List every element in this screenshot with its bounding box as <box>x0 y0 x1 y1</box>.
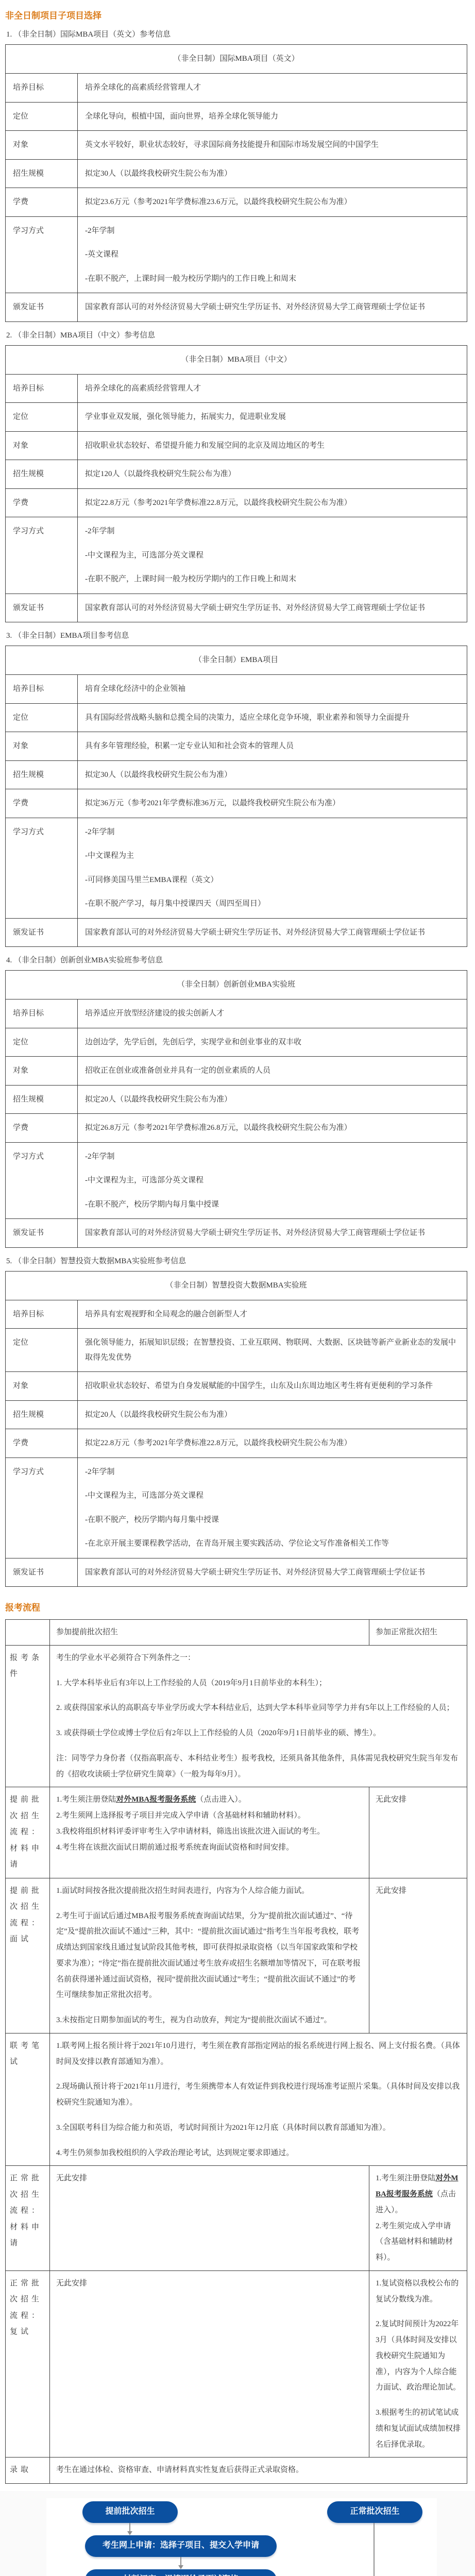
row-value <box>78 374 467 403</box>
row-label: 学费 <box>6 1429 78 1458</box>
table-row-exam <box>6 2033 467 2166</box>
apply-process-table <box>5 1619 467 2484</box>
table-row <box>6 1558 467 1587</box>
row-value <box>78 1057 467 1086</box>
table-row <box>6 703 467 732</box>
text-line: -2年学制 <box>85 1152 115 1161</box>
row-label: 培养目标 <box>6 1300 78 1329</box>
row-value <box>78 188 467 217</box>
row-label: 学习方式 <box>6 216 78 293</box>
text-line: 培育全球化经济中的企业领袖 <box>85 685 186 693</box>
row-value <box>78 675 467 704</box>
row-value <box>78 594 467 622</box>
row-value <box>78 293 467 322</box>
table-title-row <box>6 45 467 74</box>
text-line: 边创边学，先学后创，先创后学，实现学业和创业事业的双丰收 <box>85 1038 302 1046</box>
row-label: 录取 <box>6 2458 50 2484</box>
row-value-lines <box>56 1808 363 1855</box>
empty-cell <box>6 1620 50 1646</box>
text-line: 招收正在创业或准备创业并具有一定的创业素质的人员 <box>85 1066 271 1075</box>
row-value <box>78 1114 467 1143</box>
row-label: 学费 <box>6 488 78 517</box>
row-value <box>78 1429 467 1458</box>
text-line: -中文课程为主，可选部分英文课程 <box>85 1176 203 1184</box>
row-value <box>78 732 467 761</box>
row-value <box>78 1458 467 1558</box>
row-label: 定位 <box>6 403 78 432</box>
text-line: -英文课程 <box>85 250 118 259</box>
text-line: 拟定20人（以最终我校研究生院公布为准） <box>85 1095 232 1104</box>
page-title: 非全日制项目子项目选择 <box>5 11 101 21</box>
text-line: -可同修美国马里兰EMBA课程（英文） <box>85 875 218 884</box>
program-3-heading: 3. （非全日制）EMBA项目参考信息 <box>6 632 129 640</box>
table-title: （非全日制）EMBA项目 <box>6 646 467 675</box>
row-label: 招生规模 <box>6 1085 78 1114</box>
text-line: 英文水平较好，职业状态较好，寻求国际商务技能提升和国际市场发展空间的中国学生 <box>85 141 379 149</box>
text-line: 1.联考网上报名预计将于2021年10月进行，考生须在教育部指定网站的报名系统进行网上报名、网上支付报名费。（具体时间及安排以教育部通知为准）。 <box>56 2041 460 2066</box>
table-title-row <box>6 1271 467 1300</box>
row-value <box>50 2033 467 2166</box>
table-row-normal-material <box>6 2166 467 2271</box>
row-value <box>50 1878 369 2033</box>
mba-apply-system-link[interactable]: 对外MBA报考服务系统 <box>376 2174 459 2198</box>
row-label: 颁发证书 <box>6 1558 78 1587</box>
text-line: 考生在通过体检、资格审查、申请材料真实性复查后获得正式录取资格。 <box>56 2466 304 2475</box>
row-value <box>50 1645 467 1787</box>
row-label: 学习方式 <box>6 1142 78 1219</box>
program-4-heading: 4. （非全日制）创新创业MBA实验班参考信息 <box>6 956 163 964</box>
row-value <box>78 1219 467 1248</box>
text-line: 拟定20人（以最终我校研究生院公布为准） <box>85 1410 232 1419</box>
text-line: 招收职业状态较好、希望为自身发展赋能的中国学生，山东及山东周边地区考生将有更便利的学习条件 <box>85 1382 433 1390</box>
row-label: 学习方式 <box>6 517 78 594</box>
text-line: 拟定22.8万元（参考2021年学费标准22.8万元，以最终我校研究生院公布为准） <box>85 1439 352 1447</box>
table-row <box>6 74 467 103</box>
table-row <box>6 1372 467 1401</box>
program-5-table <box>5 1271 467 1587</box>
text-line: 具有多年管理经验，积累一定专业认知和社会资本的管理人员 <box>85 742 294 750</box>
table-row <box>6 188 467 217</box>
row-label: 对象 <box>6 131 78 160</box>
row-value <box>78 818 467 918</box>
row-label: 定位 <box>6 1028 78 1057</box>
row-label: 定位 <box>6 1329 78 1372</box>
row-label: 颁发证书 <box>6 594 78 622</box>
table-row <box>6 293 467 322</box>
table-row <box>6 102 467 131</box>
text-line: 培养全球化的高素质经营管理人才 <box>85 83 201 92</box>
table-title-row <box>6 971 467 999</box>
row-value <box>78 789 467 818</box>
column-header-normal-batch: 参加正常批次招生 <box>369 1620 467 1646</box>
row-label: 学费 <box>6 789 78 818</box>
text-line: 2.考生须完成入学申请（含基础材料和辅助材料）。 <box>376 2222 453 2262</box>
table-row <box>6 1085 467 1114</box>
row-value <box>78 102 467 131</box>
row-value <box>78 488 467 517</box>
line-with-link <box>376 2171 461 2218</box>
text-line: -在职不脱产，上课时间一般为校历学期内的工作日晚上和周末 <box>85 274 296 283</box>
row-value <box>78 1329 467 1372</box>
text-line: -在职不脱产，上课时间一般为校历学期内的工作日晚上和周末 <box>85 575 296 583</box>
text-line: -2年学制 <box>85 827 115 836</box>
table-row <box>6 594 467 622</box>
link-prefix: 1.考生须注册登陆 <box>56 1795 116 1804</box>
row-label: 提前批次招生流程：材料申请 <box>6 1787 50 1878</box>
row-label: 招生规模 <box>6 159 78 188</box>
row-value <box>78 403 467 432</box>
text-line: 2.考生可于面试后通过MBA报考服务系统查询面试结果，分为“提前批次面试通过”、“待定”及“提前批次面试不通过”三种，其中：“提前批次面试通过”指考生当年报考我校，联考成绩达到国家线且通过复试阶段其他考核，即可获得拟录取资格（以当年国家政策和学校要求为准）；“待定”指在提前批次面试通过考生放弃或招生名额增加等情况下，可在联考报名前获得递补通过面试资格，视同“提前批次面试通过”考生；“提前批次面试不通过”的考生可继续参加正常批次招考。 <box>56 1911 361 1999</box>
row-label: 定位 <box>6 102 78 131</box>
mba-apply-system-link[interactable]: 对外MBA报考服务系统 <box>116 1795 196 1804</box>
program-1-heading: 1. （非全日制）国际MBA项目（英文）参考信息 <box>6 30 171 39</box>
flowchart <box>46 2498 437 2576</box>
table-row <box>6 1114 467 1143</box>
no-arrangement-cell: 无此安排 <box>369 1787 467 1878</box>
column-header-pre-batch: 参加提前批次招生 <box>50 1620 369 1646</box>
table-row <box>6 732 467 761</box>
row-value <box>78 460 467 489</box>
row-label: 对象 <box>6 431 78 460</box>
row-label: 报考条件 <box>6 1645 50 1787</box>
text-line: 3.我校将组织材料评委评审考生入学申请材料，筛选出该批次进入面试的考生。 <box>56 1827 325 1836</box>
apply-process-title: 报考流程 <box>5 1603 40 1613</box>
table-row <box>6 1400 467 1429</box>
table-row <box>6 1429 467 1458</box>
text-line: 2.考生须网上选择报考子项目并完成入学申请（含基础材料和辅助材料）。 <box>56 1811 306 1820</box>
link-suffix: （点击进入）。 <box>196 1795 246 1804</box>
text-line: 国家教育部认可的对外经济贸易大学硕士研究生学历证书、对外经济贸易大学工商管理硕士学位证书 <box>85 1568 426 1577</box>
text-line: 1. 大学本科毕业后有3年以上工作经验的人员（2019年9月1日前毕业的本科生）； <box>56 1679 327 1687</box>
text-line: 1.面试时间按各批次提前批次招生时间表进行，内容为个人综合能力面试。 <box>56 1886 310 1895</box>
table-row <box>6 918 467 947</box>
link-prefix: 1.考生须注册登陆 <box>376 2174 436 2183</box>
text-line: 3. 或获得硕士学位或博士学位后有2年以上工作经验的人员（2020年9月1日前毕业的硕、博生）。 <box>56 1729 381 1737</box>
flow-node-material-review <box>85 2569 277 2576</box>
row-value <box>78 131 467 160</box>
table-row <box>6 460 467 489</box>
table-row <box>6 760 467 789</box>
table-row-admission <box>6 2458 467 2484</box>
row-label: 对象 <box>6 1057 78 1086</box>
flow-node-normal-batch: 正常批次招生 <box>327 2501 422 2523</box>
table-row <box>6 131 467 160</box>
program-4-table <box>5 970 467 1248</box>
table-title-row <box>6 646 467 675</box>
text-line: -在职不脱产，校历学期内每月集中授课 <box>85 1515 219 1524</box>
row-value <box>78 159 467 188</box>
text-line: 国家教育部认可的对外经济贸易大学硕士研究生学历证书、对外经济贸易大学工商管理硕士学位证书 <box>85 1229 426 1237</box>
row-label: 联考笔试 <box>6 2033 50 2166</box>
row-label: 学习方式 <box>6 1458 78 1558</box>
no-arrangement-cell: 无此安排 <box>50 2270 369 2458</box>
table-row <box>6 999 467 1028</box>
table-row <box>6 675 467 704</box>
link-suffix: （点击进入）。 <box>376 2190 456 2214</box>
program-2-heading: 2. （非全日制）MBA项目（中文）参考信息 <box>6 331 156 340</box>
row-label: 提前批次招生流程：面试 <box>6 1878 50 2033</box>
row-label: 招生规模 <box>6 760 78 789</box>
table-row <box>6 403 467 432</box>
table-row <box>6 216 467 293</box>
table-row <box>6 374 467 403</box>
text-line: 考生的学业水平必须符合下列条件之一： <box>56 1653 196 1662</box>
text-line: 培养全球化的高素质经营管理人才 <box>85 384 201 393</box>
text-line: 培养具有宏观视野和全局观念的融合创新型人才 <box>85 1310 248 1318</box>
text-line: -在职不脱产，校历学期内每月集中授课 <box>85 1200 219 1209</box>
row-label: 对象 <box>6 732 78 761</box>
text-line: 拟定36万元（参考2021年学费标准36万元，以最终我校研究生院公布为准） <box>85 799 341 807</box>
row-label: 正常批次招生流程：复试 <box>6 2270 50 2458</box>
row-value <box>78 703 467 732</box>
program-5-heading: 5. （非全日制）智慧投资大数据MBA实验班参考信息 <box>6 1257 186 1265</box>
row-value <box>78 1400 467 1429</box>
row-value <box>78 760 467 789</box>
no-arrangement-cell: 无此安排 <box>50 2166 369 2271</box>
text-line: 招收职业状态较好、希望提升能力和发展空间的北京及周边地区的考生 <box>85 441 325 450</box>
row-value <box>78 1558 467 1587</box>
row-label: 学习方式 <box>6 818 78 918</box>
table-row <box>6 159 467 188</box>
row-label: 招生规模 <box>6 460 78 489</box>
row-label: 培养目标 <box>6 999 78 1028</box>
text-line: 强化领导能力，拓展知识层级；在智慧投资、工业互联网、物联网、大数据、区块链等新产业新业态的发展中取得先发优势 <box>85 1338 456 1362</box>
row-value <box>50 2458 467 2484</box>
text-line: 1.复试资格以我校公布的复试分数线为准。 <box>376 2279 459 2303</box>
text-line: 2.复试时间预计为2022年3月（具体时间及安排以我校研究生院通知为准），内容为个人综合能力面试、政治理论加试。 <box>376 2320 461 2392</box>
table-row-normal-retest <box>6 2270 467 2458</box>
row-label: 对象 <box>6 1372 78 1401</box>
table-title-row <box>6 345 467 374</box>
row-value-lines <box>376 2218 461 2266</box>
row-value <box>78 999 467 1028</box>
text-line: 具有国际经营战略头脑和总揽全局的决策力，适应全球化竞争环境，职业素养和领导力全面提升 <box>85 713 410 722</box>
text-line: 全球化导向，根植中国，面向世界，培养全球化领导能力 <box>85 112 279 121</box>
table-row <box>6 1329 467 1372</box>
text-line: -2年学制 <box>85 527 115 535</box>
text-line: -中文课程为主 <box>85 852 134 860</box>
row-value <box>78 1028 467 1057</box>
row-value <box>78 517 467 594</box>
table-row-pre-interview <box>6 1878 467 2033</box>
row-value <box>78 1142 467 1219</box>
row-label: 学费 <box>6 188 78 217</box>
text-line: 拟定30人（以最终我校研究生院公布为准） <box>85 169 232 178</box>
row-label: 颁发证书 <box>6 293 78 322</box>
table-row <box>6 818 467 918</box>
table-row-pre-material <box>6 1787 467 1878</box>
text-line: 学业事业双发展，强化领导能力，拓展实力，促进职业发展 <box>85 413 286 421</box>
no-arrangement-cell: 无此安排 <box>369 1878 467 2033</box>
text-line: 拟定22.8万元（参考2021年学费标准22.8万元，以最终我校研究生院公布为准） <box>85 498 352 507</box>
row-label: 定位 <box>6 703 78 732</box>
row-label: 培养目标 <box>6 74 78 103</box>
text-line: 2. 或获得国家承认的高职高专毕业学历或大学本科结业后，达到大学本科毕业同等学力并有5年以上工作经验的人员； <box>56 1704 454 1713</box>
line-with-link <box>56 1792 363 1808</box>
text-line: 4.考生仍须参加我校组织的入学政治理论考试，达到规定要求即通过。 <box>56 2148 294 2157</box>
flow-node-online-apply-1: 考生网上申请：选择子项目、提交入学申请 <box>85 2535 277 2557</box>
text-line: 拟定30人（以最终我校研究生院公布为准） <box>85 770 232 779</box>
program-1-table <box>5 44 467 322</box>
program-3-table <box>5 646 467 947</box>
text-line: -中文课程为主，可选部分英文课程 <box>85 551 203 560</box>
text-line: 3.根据考生的初试笔试成绩和复试面试成绩加权排名后择优录取。 <box>376 2409 461 2449</box>
text-line: -2年学制 <box>85 1467 115 1476</box>
row-value <box>78 431 467 460</box>
row-value <box>369 2270 467 2458</box>
text-line: -2年学制 <box>85 226 115 235</box>
table-title: （非全日制）智慧投资大数据MBA实验班 <box>6 1271 467 1300</box>
text-line: 国家教育部认可的对外经济贸易大学硕士研究生学历证书、对外经济贸易大学工商管理硕士学位证书 <box>85 603 426 612</box>
table-header-row <box>6 1620 467 1646</box>
row-label: 颁发证书 <box>6 918 78 947</box>
row-value <box>78 216 467 293</box>
row-label: 学费 <box>6 1114 78 1143</box>
table-row <box>6 1057 467 1086</box>
row-label: 招生规模 <box>6 1400 78 1429</box>
flowchart-section <box>0 2491 475 2576</box>
row-label: 正常批次招生流程：材料申请 <box>6 2166 50 2271</box>
text-line: 2.现场确认预计将于2021年11月进行，考生须携带本人有效证件到我校进行现场准考证照片采集。（具体时间及安排以我校研究生院通知为准）。 <box>56 2082 460 2107</box>
row-value <box>50 1787 369 1878</box>
row-value <box>78 1085 467 1114</box>
table-row <box>6 1219 467 1248</box>
text-line: 3.未按指定日期参加面试的考生，视为自动放弃，判定为“提前批次面试不通过”。 <box>56 2016 332 2024</box>
text-line: 国家教育部认可的对外经济贸易大学硕士研究生学历证书、对外经济贸易大学工商管理硕士学位证书 <box>85 928 426 937</box>
arrow-down <box>129 2523 130 2532</box>
table-row <box>6 1300 467 1329</box>
arrow-down <box>180 2557 181 2566</box>
table-row <box>6 1142 467 1219</box>
text-line: 拟定23.6万元（参考2021年学费标准23.6万元，以最终我校研究生院公布为准） <box>85 198 352 206</box>
arrow-down-long <box>374 2523 375 2576</box>
text-line: 4.考生将在该批次面试日期前通过报考系统查询面试资格和时间安排。 <box>56 1843 294 1852</box>
text-line: 拟定26.8万元（参考2021年学费标准26.8万元，以最终我校研究生院公布为准） <box>85 1124 352 1132</box>
text-line: -在北京开展主要课程教学活动，在青岛开展主要实践活动、学位论文写作准备相关工作等 <box>85 1539 389 1548</box>
table-title: （非全日制）MBA项目（中文） <box>6 345 467 374</box>
flow-node-early-batch: 提前批次招生 <box>82 2501 178 2523</box>
row-value <box>78 1372 467 1401</box>
table-title: （非全日制）国际MBA项目（英文） <box>6 45 467 74</box>
program-2-table <box>5 345 467 623</box>
text-line: 注：同等学力身份者（仅指高职高专、本科结业考生）报考我校，还须具备其他条件，具体需见我校研究生院当年发布的《招收攻读硕士学位研究生简章》（一般为每年9月）。 <box>56 1754 459 1778</box>
row-value <box>78 74 467 103</box>
table-row <box>6 488 467 517</box>
row-label: 颁发证书 <box>6 1219 78 1248</box>
row-label: 培养目标 <box>6 374 78 403</box>
text-line: -在职不脱产学习，每月集中授课四天（周四至周日） <box>85 900 265 908</box>
table-row <box>6 1028 467 1057</box>
row-value <box>78 1300 467 1329</box>
text-line: -中文课程为主，可选部分英文课程 <box>85 1492 203 1500</box>
text-line: 拟定120人（以最终我校研究生院公布为准） <box>85 470 236 478</box>
table-row-condition <box>6 1645 467 1787</box>
row-label: 培养目标 <box>6 675 78 704</box>
row-value <box>369 2166 467 2271</box>
table-row <box>6 1458 467 1558</box>
text-line: 培养适应开放型经济建设的拔尖创新人才 <box>85 1009 225 1018</box>
text-line: 3.全国联考科目为综合能力和英语，考试时间预计为2021年12月底（具体时间以教育部通知为准）。 <box>56 2123 391 2132</box>
table-title: （非全日制）创新创业MBA实验班 <box>6 971 467 999</box>
table-row <box>6 789 467 818</box>
table-row <box>6 517 467 594</box>
table-row <box>6 431 467 460</box>
text-line: 国家教育部认可的对外经济贸易大学硕士研究生学历证书、对外经济贸易大学工商管理硕士学位证书 <box>85 303 426 311</box>
row-value <box>78 918 467 947</box>
